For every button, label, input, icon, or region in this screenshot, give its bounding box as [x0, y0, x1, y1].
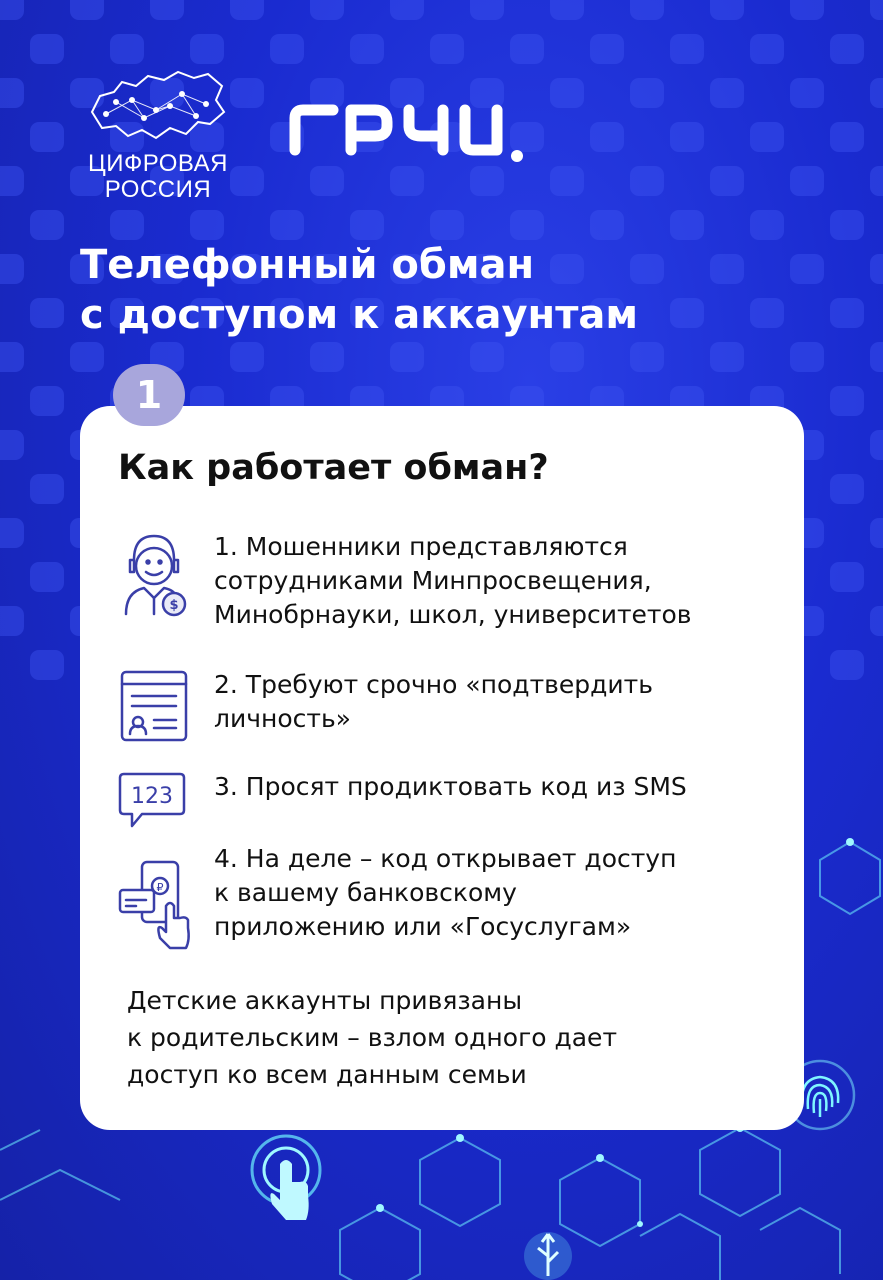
step-4-text	[214, 842, 814, 944]
footnote-line-2: к родительским – взлом одного дает	[127, 1023, 618, 1052]
step-1-text	[214, 530, 814, 632]
svg-text:123: 123	[131, 784, 173, 809]
touch-icon	[252, 1136, 320, 1220]
digital-russia-logo-line1: ЦИФРОВАЯ	[88, 150, 228, 177]
step-4-line-1: 4. На деле – код открывает доступ	[214, 844, 677, 873]
step-1-line-2: сотрудниками Минпросвещения,	[214, 566, 652, 595]
step-3-line-1: 3. Просят продиктовать код из SMS	[214, 772, 687, 801]
step-2-line-2: личность»	[214, 704, 351, 733]
digital-russia-logo	[74, 66, 242, 202]
footnote-line-3: доступ ко всем данным семьи	[127, 1060, 527, 1089]
page-title-line2: с доступом к аккаунтам	[80, 292, 639, 338]
info-card	[80, 406, 804, 1130]
svg-text:₽: ₽	[156, 881, 164, 894]
step-3-text	[214, 770, 814, 804]
footnote-line-1: Детские аккаунты привязаны	[127, 986, 523, 1015]
sms-code-icon	[118, 770, 188, 832]
step-number-badge: 1	[113, 364, 185, 426]
step-2-line-1: 2. Требуют срочно «подтвердить	[214, 670, 653, 699]
usb-icon	[524, 1232, 572, 1280]
id-document-icon	[118, 668, 188, 744]
step-1-line-3: Минобрнауки, школ, университетов	[214, 600, 692, 629]
scammer-icon	[118, 530, 188, 620]
step-4-line-2: к вашему банковскому	[214, 878, 517, 907]
card-heading: Как работает обман?	[118, 448, 549, 488]
step-4-line-3: приложению или «Госуслугам»	[214, 912, 632, 941]
grchc-logo	[287, 100, 527, 164]
russia-map-icon	[86, 66, 230, 148]
page-title-line1: Телефонный обман	[80, 242, 535, 288]
page-title	[80, 240, 638, 340]
card-footnote	[127, 982, 767, 1093]
digital-russia-logo-line2: РОССИЯ	[104, 176, 212, 203]
step-2-text	[214, 668, 814, 736]
step-1-line-1: 1. Мошенники представляются	[214, 532, 628, 561]
bank-app-icon	[118, 842, 194, 952]
svg-text:$: $	[169, 598, 179, 613]
